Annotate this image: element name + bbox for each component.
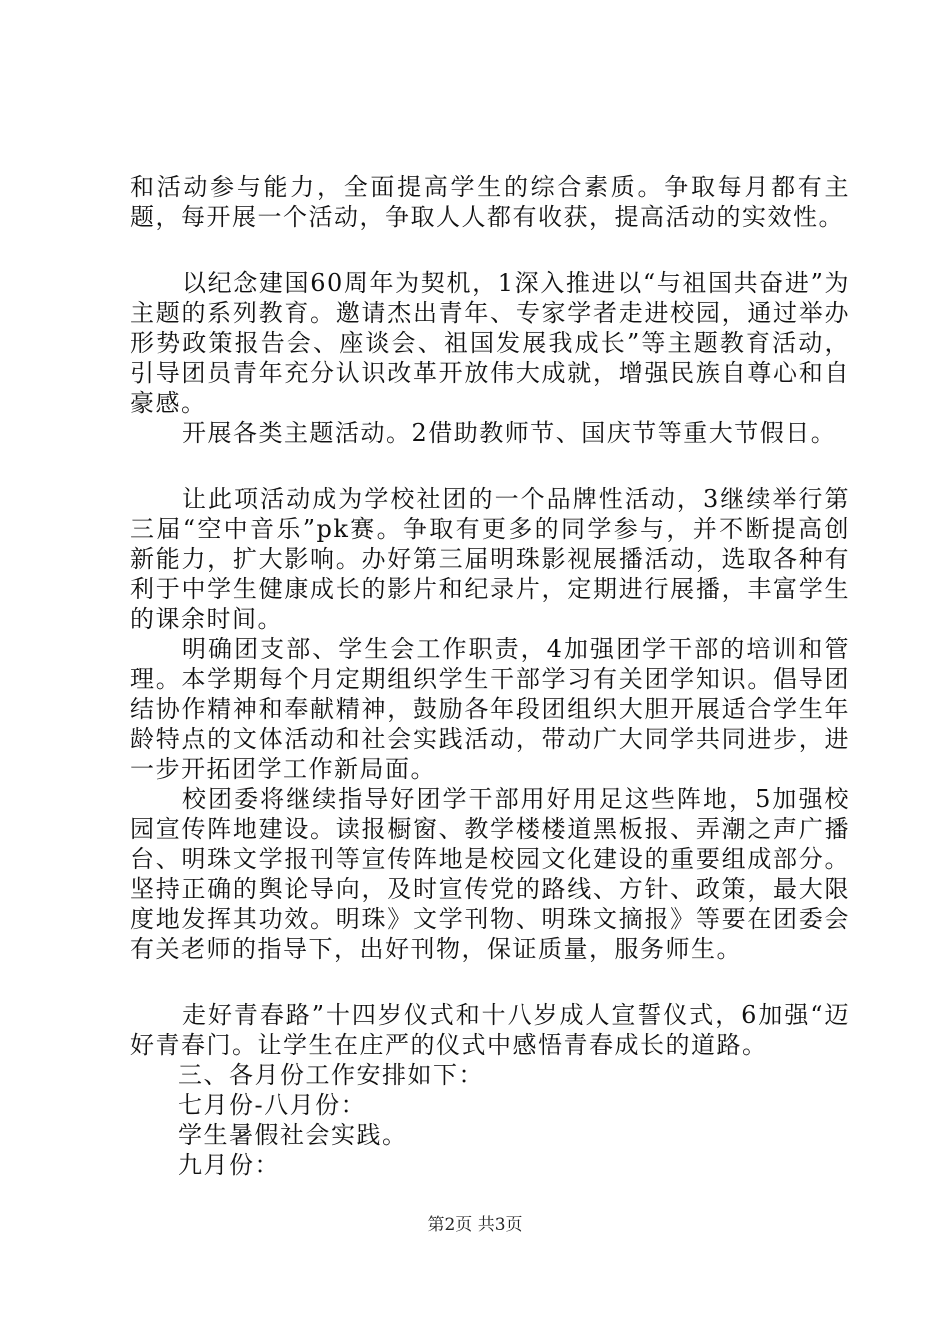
section-heading-monthly-plan: 三、各月份工作安排如下： [178,1061,484,1089]
paragraph-continuation: 和活动参与能力，全面提高学生的综合素质。争取每月都有主题，每开展一个活动，争取人人都有收获，提高活动的实效性。 [130,173,850,231]
activity-summer-practice: 学生暑假社会实践。 [178,1121,408,1149]
paragraph-item-4: 明确团支部、学生会工作职责，4加强团学干部的培训和管理。本学期每个月定期组织学生干部学习有关团学知识。倡导团结协作精神和奉献精神，鼓励各年段团组织大胆开展适合学生年龄特点的文体活动和社会实践活动，带动广大同学共同进步，进一步开拓团学工作新局面。 [130,635,850,783]
paragraph-item-6: 走好青春路”十四岁仪式和十八岁成人宣誓仪式，6加强“迈好青春门。让学生在庄严的仪式中感悟青春成长的道路。 [130,1001,850,1059]
month-label-july-august: 七月份-八月份： [178,1091,367,1119]
paragraph-item-5: 校团委将继续指导好团学干部用好用足这些阵地，5加强校园宣传阵地建设。读报橱窗、教学楼楼道黑板报、弄潮之声广播台、明珠文学报刊等宣传阵地是校园文化建设的重要组成部分。坚持正确的舆论导向，及时宣传党的路线、方针、政策，最大限度地发挥其功效。明珠》文学刊物、明珠文摘报》等要在团委会有关老师的指导下，出好刊物，保证质量，服务师生。 [130,785,850,963]
document-body [130,172,850,1180]
paragraph-item-2: 开展各类主题活动。2借助教师节、国庆节等重大节假日。 [182,419,837,447]
page-number-footer: 第2页 共3页 [427,1215,523,1235]
paragraph-item-1: 以纪念建国60周年为契机，1深入推进以“与祖国共奋进”为主题的系列教育。邀请杰出青年、专家学者走进校园，通过举办形势政策报告会、座谈会、祖国发展我成长”等主题教育活动，引导团员青年充分认识改革开放伟大成就，增强民族自尊心和自豪感。 [130,269,850,417]
month-label-september: 九月份： [178,1151,280,1179]
paragraph-item-3: 让此项活动成为学校社团的一个品牌性活动，3继续举行第三届“空中音乐”pk赛。争取有更多的同学参与，并不断提高创新能力，扩大影响。办好第三届明珠影视展播活动，选取各种有利于中学生健康成长的影片和纪录片，定期进行展播，丰富学生的课余时间。 [130,485,850,633]
